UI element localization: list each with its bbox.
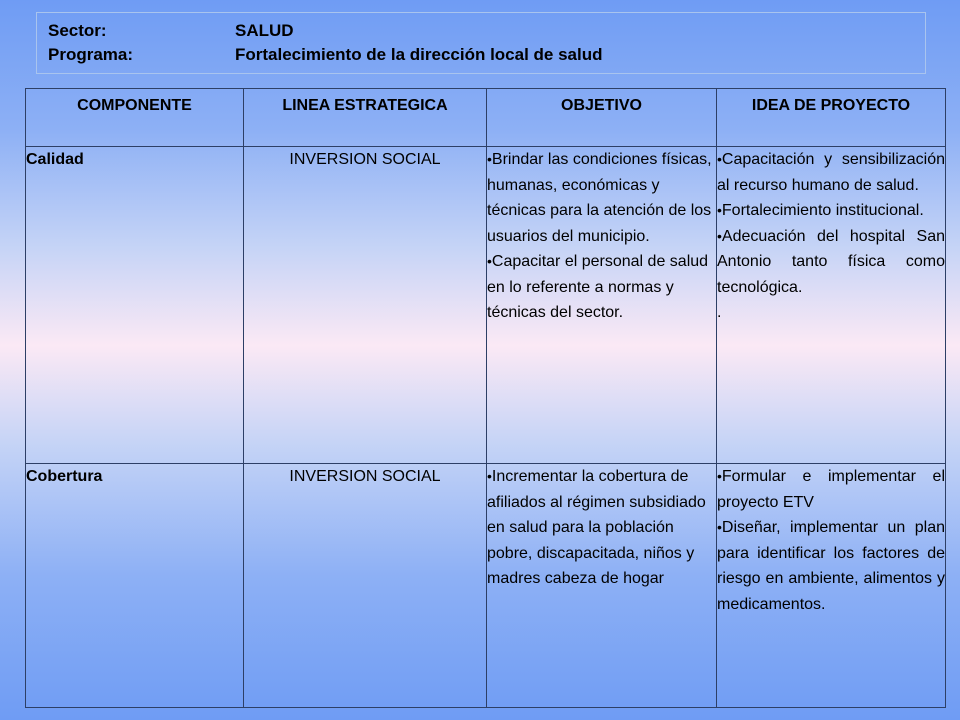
idea-de-proyecto-cell [717, 147, 946, 464]
bullet-icon: • [717, 151, 722, 167]
linea-estrategica-cell: INVERSION SOCIAL [244, 147, 487, 464]
column-header-idea-de-proyecto: IDEA DE PROYECTO [717, 89, 946, 147]
programa-row [48, 43, 925, 67]
objetivo-item: •Brindar las condiciones físicas, humanas, económicas y técnicas para la atención de los usuarios del municipio. [487, 151, 712, 245]
bullet-icon: • [717, 468, 722, 484]
objetivo-item: •Incrementar la cobertura de afiliados al régimen subsidiado en salud para la población pobre, discapacitada, niños y madres cabeza de hogar [487, 468, 706, 587]
sector-label: Sector: [48, 21, 107, 40]
project-table [25, 88, 946, 708]
table-header-row [26, 89, 946, 147]
programa-value: Fortalecimiento de la dirección local de salud [235, 45, 603, 64]
bullet-icon: • [717, 227, 722, 244]
bullet-icon: • [487, 468, 492, 484]
programa-label: Programa: [48, 45, 134, 64]
sector-row [48, 19, 925, 43]
idea-item: •Capacitación y sensibilización al recurso humano de salud. [717, 151, 945, 194]
componente-cell: Cobertura [26, 464, 244, 708]
table-row [26, 464, 946, 708]
sector-value: SALUD [235, 21, 294, 40]
bullet-icon: • [717, 202, 722, 218]
header-box [36, 12, 926, 74]
bullet-icon: • [487, 253, 492, 269]
bullet-icon: • [487, 151, 492, 167]
idea-de-proyecto-cell [717, 464, 946, 708]
column-header-componente: COMPONENTE [26, 89, 244, 147]
idea-item: •Fortalecimiento institucional. [717, 202, 924, 219]
objetivo-cell [487, 464, 717, 708]
objetivo-item: •Capacitar el personal de salud en lo referente a normas y técnicas del sector. [487, 253, 709, 321]
linea-estrategica-cell: INVERSION SOCIAL [244, 464, 487, 708]
idea-item: •Diseñar, implementar un plan para identificar los factores de riesgo en ambiente, alimentos y medicamentos. [717, 519, 945, 613]
idea-item: •Formular e implementar el proyecto ETV [717, 468, 945, 511]
column-header-objetivo: OBJETIVO [487, 89, 717, 147]
componente-cell: Calidad [26, 147, 244, 464]
idea-item: . [717, 304, 722, 321]
table-row [26, 147, 946, 464]
objetivo-cell [487, 147, 717, 464]
idea-item: •Adecuación del hospital San Antonio tanto física como tecnológica. [717, 227, 945, 296]
column-header-linea-estrategica: LINEA ESTRATEGICA [244, 89, 487, 147]
bullet-icon: • [717, 519, 722, 535]
